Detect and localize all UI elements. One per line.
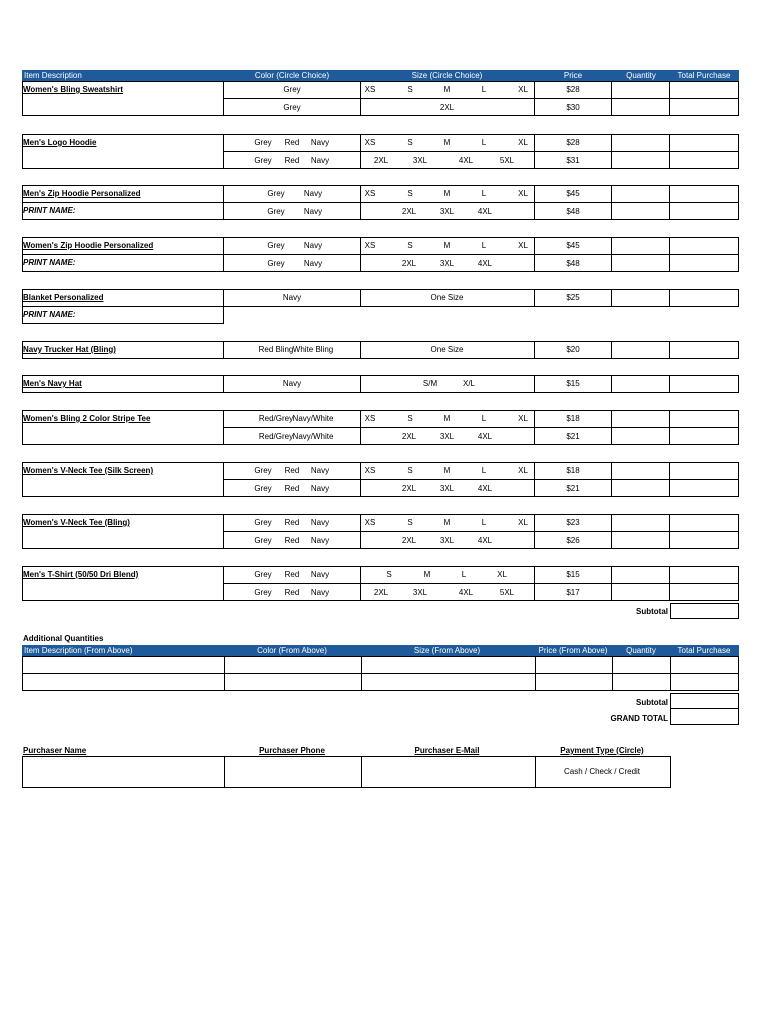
- size-option[interactable]: X/L: [462, 379, 476, 388]
- quantity-input[interactable]: [612, 463, 669, 479]
- size-option[interactable]: 4XL: [477, 259, 493, 268]
- quantity-input[interactable]: [612, 567, 669, 583]
- additional-header-total: Total Purchase: [677, 646, 731, 655]
- price: $21: [566, 432, 580, 441]
- price: $25: [566, 293, 580, 302]
- color-option[interactable]: Grey: [254, 536, 272, 545]
- price: $28: [566, 85, 580, 94]
- size-option[interactable]: XL: [518, 85, 528, 94]
- size-option[interactable]: M: [443, 189, 451, 198]
- size-option[interactable]: XL: [497, 570, 507, 579]
- size-option[interactable]: XL: [518, 414, 528, 423]
- column-divider: [534, 134, 535, 169]
- column-divider: [223, 134, 224, 169]
- size-option[interactable]: One Size: [430, 293, 464, 302]
- additional-row-1-item-input[interactable]: [22, 656, 224, 674]
- additional-row-2-item-input[interactable]: [22, 673, 224, 691]
- column-divider: [360, 566, 361, 601]
- price: $28: [566, 138, 580, 147]
- product-name: Blanket Personalized: [23, 293, 104, 302]
- purchaser-name-input[interactable]: [22, 756, 224, 788]
- size-option[interactable]: M: [443, 518, 451, 527]
- column-divider: [534, 462, 535, 497]
- size-option[interactable]: 2XL: [373, 156, 389, 165]
- quantity-input[interactable]: [612, 186, 669, 202]
- price: $30: [566, 103, 580, 112]
- column-divider: [360, 134, 361, 169]
- size-option[interactable]: L: [481, 518, 487, 527]
- column-divider: [360, 237, 361, 272]
- column-divider: [534, 341, 535, 359]
- size-option[interactable]: S: [407, 466, 413, 475]
- size-option[interactable]: M: [443, 138, 451, 147]
- size-option[interactable]: XS: [364, 414, 376, 423]
- total-purchase-field[interactable]: [670, 585, 738, 601]
- print-name-label: PRINT NAME:: [23, 310, 76, 319]
- color-option[interactable]: White Bling: [292, 345, 334, 354]
- color-option[interactable]: Grey: [254, 138, 272, 147]
- size-option[interactable]: L: [481, 85, 487, 94]
- size-option[interactable]: 2XL: [401, 536, 417, 545]
- size-option[interactable]: S: [407, 138, 413, 147]
- additional-table-header: [22, 645, 739, 656]
- column-divider: [534, 375, 535, 393]
- size-option[interactable]: 2XL: [401, 207, 417, 216]
- grand-total-field[interactable]: [670, 708, 739, 725]
- total-purchase-field[interactable]: [670, 290, 738, 306]
- column-divider: [223, 81, 224, 116]
- additional-quantities-title: Additional Quantities: [23, 634, 104, 643]
- product-name: Men's T-Shirt (50/50 Dri Blend): [23, 570, 139, 579]
- size-option[interactable]: L: [481, 189, 487, 198]
- quantity-input[interactable]: [612, 429, 669, 445]
- size-option[interactable]: 4XL: [477, 536, 493, 545]
- column-divider: [223, 185, 224, 220]
- quantity-input[interactable]: [612, 515, 669, 531]
- size-option[interactable]: XS: [364, 138, 376, 147]
- size-option[interactable]: 4XL: [477, 484, 493, 493]
- product-name: Men's Logo Hoodie: [23, 138, 97, 147]
- size-option[interactable]: XS: [364, 518, 376, 527]
- column-divider: [223, 375, 224, 393]
- size-option[interactable]: 2XL: [439, 103, 455, 112]
- size-option[interactable]: 3XL: [439, 207, 455, 216]
- row-divider: [223, 151, 738, 152]
- color-option[interactable]: Grey: [254, 484, 272, 493]
- size-option[interactable]: S/M: [422, 379, 438, 388]
- quantity-input[interactable]: [612, 481, 669, 497]
- column-divider: [360, 514, 361, 549]
- color-option[interactable]: Grey: [283, 103, 301, 112]
- header-size: Size (Circle Choice): [411, 71, 483, 80]
- size-option[interactable]: 5XL: [499, 588, 515, 597]
- color-option[interactable]: Red: [284, 536, 300, 545]
- additional-header-size: Size (From Above): [413, 646, 481, 655]
- color-option[interactable]: Red: [284, 156, 300, 165]
- product-name: Women's Bling Sweatshirt: [23, 85, 123, 94]
- price: $17: [566, 588, 580, 597]
- header-price: Price: [563, 71, 583, 80]
- quantity-input[interactable]: [612, 238, 669, 254]
- column-divider: [360, 185, 361, 220]
- print-name-input[interactable]: [92, 255, 222, 271]
- price: $20: [566, 345, 580, 354]
- size-option[interactable]: 3XL: [412, 156, 428, 165]
- color-option[interactable]: Navy: [310, 156, 330, 165]
- color-option[interactable]: Navy: [303, 189, 323, 198]
- purchaser-email-input[interactable]: [361, 756, 535, 788]
- total-purchase-field[interactable]: [670, 186, 738, 202]
- total-purchase-field[interactable]: [670, 463, 738, 479]
- price: $45: [566, 241, 580, 250]
- size-option[interactable]: XL: [518, 466, 528, 475]
- color-option[interactable]: Red: [284, 570, 300, 579]
- column-divider: [223, 237, 224, 272]
- column-divider: [360, 341, 361, 359]
- grand-total-label: GRAND TOTAL: [610, 714, 668, 723]
- size-option[interactable]: M: [423, 570, 431, 579]
- size-option[interactable]: XL: [518, 138, 528, 147]
- size-option[interactable]: L: [481, 466, 487, 475]
- color-option[interactable]: Red/Grey: [258, 414, 294, 423]
- size-option[interactable]: 2XL: [401, 259, 417, 268]
- additional-header-price: Price (From Above): [538, 646, 608, 655]
- size-option[interactable]: 3XL: [439, 432, 455, 441]
- color-option[interactable]: Grey: [254, 570, 272, 579]
- color-option[interactable]: Navy: [310, 536, 330, 545]
- additional-header-quantity: Quantity: [626, 646, 656, 655]
- column-divider: [534, 237, 535, 272]
- quantity-input[interactable]: [612, 100, 669, 116]
- purchaser-email-label: Purchaser E-Mail: [414, 746, 480, 755]
- column-divider: [534, 566, 535, 601]
- purchaser-phone-input[interactable]: [224, 756, 361, 788]
- color-option[interactable]: Grey: [254, 518, 272, 527]
- price: $21: [566, 484, 580, 493]
- row-divider: [223, 98, 738, 99]
- color-option[interactable]: Red: [284, 588, 300, 597]
- color-option[interactable]: Grey: [267, 241, 285, 250]
- print-name-input[interactable]: [92, 307, 222, 323]
- color-option[interactable]: Red/Grey: [258, 432, 294, 441]
- total-purchase-field[interactable]: [670, 376, 738, 392]
- order-table-header: [22, 70, 739, 81]
- product-name: Women's V-Neck Tee (Silk Screen): [23, 466, 154, 475]
- color-option[interactable]: Red: [284, 518, 300, 527]
- color-option[interactable]: Grey: [267, 207, 285, 216]
- color-option[interactable]: Red Bling: [258, 345, 294, 354]
- total-purchase-field[interactable]: [670, 135, 738, 151]
- color-option[interactable]: Red: [284, 138, 300, 147]
- quantity-input[interactable]: [612, 153, 669, 169]
- quantity-input[interactable]: [612, 290, 669, 306]
- size-option[interactable]: M: [443, 466, 451, 475]
- price: $18: [566, 466, 580, 475]
- size-option[interactable]: L: [481, 138, 487, 147]
- total-purchase-field[interactable]: [670, 100, 738, 116]
- size-option[interactable]: S: [407, 414, 413, 423]
- color-option[interactable]: Grey: [283, 85, 301, 94]
- size-option[interactable]: 3XL: [412, 588, 428, 597]
- purchaser-name-label: Purchaser Name: [23, 746, 87, 755]
- quantity-input[interactable]: [612, 135, 669, 151]
- color-option[interactable]: Navy: [282, 379, 302, 388]
- total-purchase-field[interactable]: [670, 515, 738, 531]
- product-name: Navy Trucker Hat (Bling): [23, 345, 116, 354]
- additional-subtotal-field[interactable]: [670, 693, 739, 709]
- size-option[interactable]: 4XL: [458, 156, 474, 165]
- row-divider: [223, 479, 738, 480]
- total-purchase-field[interactable]: [670, 342, 738, 358]
- quantity-input[interactable]: [612, 533, 669, 549]
- color-option[interactable]: Red: [284, 466, 300, 475]
- subtotal-field[interactable]: [670, 603, 739, 619]
- product-name: Women's Bling 2 Color Stripe Tee: [23, 414, 151, 423]
- size-option[interactable]: 3XL: [439, 484, 455, 493]
- purchaser-phone-label: Purchaser Phone: [259, 746, 325, 755]
- column-divider: [360, 81, 361, 116]
- color-option[interactable]: Red: [284, 484, 300, 493]
- color-option[interactable]: Navy: [303, 259, 323, 268]
- header-total-purchase: Total Purchase: [677, 71, 731, 80]
- color-option[interactable]: Grey: [267, 189, 285, 198]
- header-color: Color (Circle Choice): [254, 71, 330, 80]
- total-purchase-field[interactable]: [670, 481, 738, 497]
- column-divider: [360, 462, 361, 497]
- color-option[interactable]: Navy: [310, 138, 330, 147]
- size-option[interactable]: 5XL: [499, 156, 515, 165]
- price: $15: [566, 570, 580, 579]
- column-divider: [534, 410, 535, 445]
- color-option[interactable]: Navy: [310, 484, 330, 493]
- column-divider: [360, 289, 361, 307]
- color-option[interactable]: Navy: [310, 570, 330, 579]
- column-divider: [534, 289, 535, 307]
- header-quantity: Quantity: [626, 71, 656, 80]
- color-option[interactable]: Navy/White: [292, 414, 334, 423]
- column-divider: [223, 566, 224, 601]
- print-name-label: PRINT NAME:: [23, 258, 76, 267]
- color-option[interactable]: Grey: [267, 259, 285, 268]
- size-option[interactable]: 2XL: [401, 432, 417, 441]
- total-purchase-field[interactable]: [670, 153, 738, 169]
- size-option[interactable]: 2XL: [373, 588, 389, 597]
- column-divider: [360, 410, 361, 445]
- size-option[interactable]: XS: [364, 85, 376, 94]
- size-option[interactable]: One Size: [430, 345, 464, 354]
- column-divider: [360, 375, 361, 393]
- size-option[interactable]: L: [461, 570, 467, 579]
- size-option[interactable]: 4XL: [477, 207, 493, 216]
- total-purchase-field[interactable]: [670, 82, 738, 98]
- column-divider: [223, 341, 224, 359]
- quantity-input[interactable]: [612, 342, 669, 358]
- price: $45: [566, 189, 580, 198]
- size-option[interactable]: XL: [518, 241, 528, 250]
- quantity-input[interactable]: [612, 256, 669, 272]
- column-divider: [534, 185, 535, 220]
- quantity-input[interactable]: [612, 585, 669, 601]
- subtotal-label: Subtotal: [636, 607, 668, 616]
- product-name: Men's Navy Hat: [23, 379, 82, 388]
- color-option[interactable]: Grey: [254, 588, 272, 597]
- size-option[interactable]: XL: [518, 518, 528, 527]
- size-option[interactable]: 3XL: [439, 259, 455, 268]
- size-option[interactable]: 3XL: [439, 536, 455, 545]
- size-option[interactable]: S: [407, 189, 413, 198]
- total-purchase-field[interactable]: [670, 429, 738, 445]
- total-purchase-field[interactable]: [670, 567, 738, 583]
- product-name: Women's Zip Hoodie Personalized: [23, 241, 154, 250]
- size-option[interactable]: L: [481, 414, 487, 423]
- column-divider: [223, 410, 224, 445]
- header-item-description: Item Description: [24, 71, 82, 80]
- size-option[interactable]: XS: [364, 241, 376, 250]
- price: $31: [566, 156, 580, 165]
- size-option[interactable]: 4XL: [458, 588, 474, 597]
- color-option[interactable]: Grey: [254, 466, 272, 475]
- column-divider: [534, 81, 535, 116]
- size-option[interactable]: XS: [364, 466, 376, 475]
- size-option[interactable]: S: [407, 241, 413, 250]
- price: $18: [566, 414, 580, 423]
- product-name: Men's Zip Hoodie Personalized: [23, 189, 141, 198]
- total-purchase-field[interactable]: [670, 204, 738, 220]
- print-name-input[interactable]: [92, 203, 222, 219]
- total-purchase-field[interactable]: [670, 238, 738, 254]
- size-option[interactable]: 4XL: [477, 432, 493, 441]
- size-option[interactable]: M: [443, 414, 451, 423]
- price: $26: [566, 536, 580, 545]
- quantity-input[interactable]: [612, 204, 669, 220]
- row-divider: [223, 427, 738, 428]
- size-option[interactable]: S: [407, 85, 413, 94]
- additional-header-item: Item Description (From Above): [24, 646, 133, 655]
- size-option[interactable]: S: [407, 518, 413, 527]
- color-option[interactable]: Navy: [282, 293, 302, 302]
- color-option[interactable]: Navy/White: [292, 432, 334, 441]
- quantity-input[interactable]: [612, 411, 669, 427]
- size-option[interactable]: M: [443, 85, 451, 94]
- row-divider: [223, 583, 738, 584]
- additional-header-color: Color (From Above): [257, 646, 327, 655]
- color-option[interactable]: Navy: [303, 241, 323, 250]
- total-purchase-field[interactable]: [670, 533, 738, 549]
- quantity-input[interactable]: [612, 376, 669, 392]
- size-option[interactable]: L: [481, 241, 487, 250]
- price: $48: [566, 259, 580, 268]
- column-divider: [534, 514, 535, 549]
- column-divider: [223, 462, 224, 497]
- quantity-input[interactable]: [612, 82, 669, 98]
- total-purchase-field[interactable]: [670, 256, 738, 272]
- size-option[interactable]: XL: [518, 189, 528, 198]
- size-option[interactable]: XS: [364, 189, 376, 198]
- product-name: Women's V-Neck Tee (Bling): [23, 518, 130, 527]
- price: $48: [566, 207, 580, 216]
- price: $23: [566, 518, 580, 527]
- column-divider: [223, 514, 224, 549]
- size-option[interactable]: M: [443, 241, 451, 250]
- print-name-label: PRINT NAME:: [23, 206, 76, 215]
- color-option[interactable]: Navy: [310, 518, 330, 527]
- additional-subtotal-label: Subtotal: [636, 698, 668, 707]
- color-option[interactable]: Navy: [310, 588, 330, 597]
- price: $15: [566, 379, 580, 388]
- payment-options[interactable]: Cash / Check / Credit: [563, 767, 641, 776]
- color-option[interactable]: Grey: [254, 156, 272, 165]
- payment-type-label: Payment Type (Circle): [560, 746, 644, 755]
- row-divider: [223, 531, 738, 532]
- total-purchase-field[interactable]: [670, 411, 738, 427]
- color-option[interactable]: Navy: [303, 207, 323, 216]
- size-option[interactable]: S: [386, 570, 392, 579]
- color-option[interactable]: Navy: [310, 466, 330, 475]
- size-option[interactable]: 2XL: [401, 484, 417, 493]
